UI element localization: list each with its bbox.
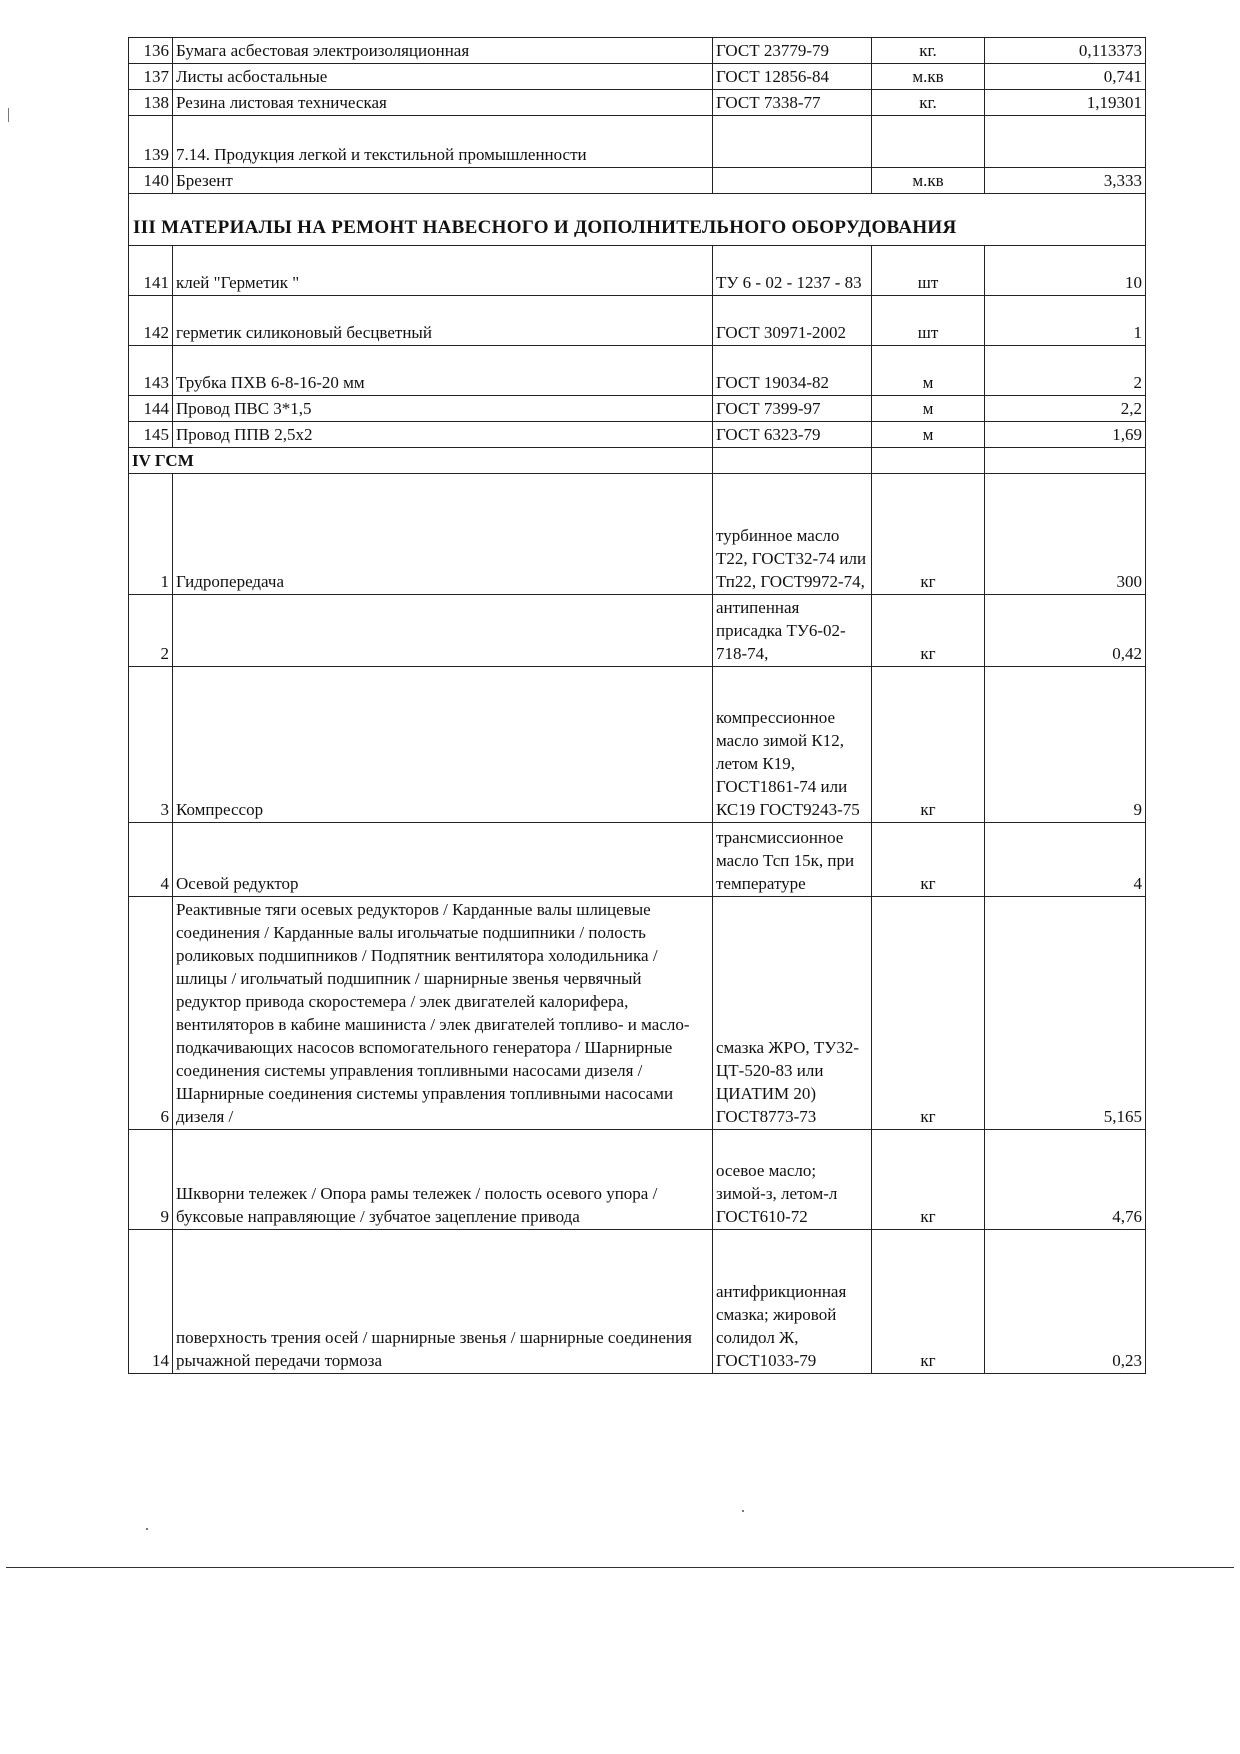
empty-cell bbox=[713, 448, 872, 474]
item-name: Провод ППВ 2,5х2 bbox=[173, 422, 713, 448]
item-unit: м.кв bbox=[872, 168, 985, 194]
item-unit: шт bbox=[872, 246, 985, 296]
row-number: 137 bbox=[129, 64, 173, 90]
item-quantity: 9 bbox=[985, 667, 1146, 823]
item-quantity: 0,23 bbox=[985, 1230, 1146, 1374]
item-unit: м.кв bbox=[872, 64, 985, 90]
item-name: Трубка ПХВ 6-8-16-20 мм bbox=[173, 346, 713, 396]
item-unit: м bbox=[872, 396, 985, 422]
item-name: клей "Герметик " bbox=[173, 246, 713, 296]
item-name: Гидропередача bbox=[173, 474, 713, 595]
table-row bbox=[129, 595, 1146, 667]
table-row bbox=[129, 38, 1146, 64]
item-name: герметик силиконовый бесцветный bbox=[173, 296, 713, 346]
item-quantity: 2 bbox=[985, 346, 1146, 396]
row-number: 138 bbox=[129, 90, 173, 116]
item-name: Осевой редуктор bbox=[173, 823, 713, 897]
item-name: Реактивные тяги осевых редукторов / Карданные валы шлицевые соединения / Карданные валы игольчатые подшипники / полость роликовых подшипников / Подпятник вентилятора холодильника / шлицы / игольчатый подшипник / шарнирные звенья червячный редуктор привода скоростемера / элек двигателей калорифера, вентиляторов в кабине машиниста / элек двигателей топливо- и масло-подкачивающих насосов вспомогательного генератора / Шарнирные соединения системы управления топливными насосами дизеля / Шарнирные соединения системы управления топливными насосами дизеля / bbox=[173, 897, 713, 1130]
page-bottom-divider bbox=[6, 1567, 1234, 1568]
table-row bbox=[129, 1130, 1146, 1230]
table-row bbox=[129, 1230, 1146, 1374]
item-quantity: 300 bbox=[985, 474, 1146, 595]
row-number: 4 bbox=[129, 823, 173, 897]
item-unit: кг bbox=[872, 823, 985, 897]
row-number: 3 bbox=[129, 667, 173, 823]
item-standard: компрессионное масло зимой К12, летом К19, ГОСТ1861-74 или КС19 ГОСТ9243-75 bbox=[713, 667, 872, 823]
table-row bbox=[129, 116, 1146, 168]
scan-speck bbox=[742, 1510, 744, 1512]
item-unit: кг bbox=[872, 595, 985, 667]
item-standard: смазка ЖРО, ТУ32-ЦТ-520-83 или ЦИАТИМ 20) ГОСТ8773-73 bbox=[713, 897, 872, 1130]
table-row bbox=[129, 246, 1146, 296]
item-name bbox=[173, 595, 713, 667]
table-row bbox=[129, 346, 1146, 396]
item-quantity: 2,2 bbox=[985, 396, 1146, 422]
materials-table bbox=[128, 37, 1146, 1374]
item-standard: трансмиссионное масло Тсп 15к, при температуре bbox=[713, 823, 872, 897]
item-unit: кг bbox=[872, 1130, 985, 1230]
table-row bbox=[129, 90, 1146, 116]
item-name: поверхность трения осей / шарнирные звенья / шарнирные соединения рычажной передачи тормоза bbox=[173, 1230, 713, 1374]
item-unit: кг bbox=[872, 1230, 985, 1374]
row-number: 140 bbox=[129, 168, 173, 194]
row-number: 14 bbox=[129, 1230, 173, 1374]
table-row bbox=[129, 64, 1146, 90]
item-quantity bbox=[985, 116, 1146, 168]
item-standard: ГОСТ 12856-84 bbox=[713, 64, 872, 90]
item-standard: турбинное масло Т22, ГОСТ32-74 или Тп22, ГОСТ9972-74, bbox=[713, 474, 872, 595]
item-quantity: 1 bbox=[985, 296, 1146, 346]
row-number: 144 bbox=[129, 396, 173, 422]
row-number: 9 bbox=[129, 1130, 173, 1230]
section-header-row bbox=[129, 194, 1146, 246]
item-name: Брезент bbox=[173, 168, 713, 194]
item-quantity: 4,76 bbox=[985, 1130, 1146, 1230]
item-standard: ТУ 6 - 02 - 1237 - 83 bbox=[713, 246, 872, 296]
item-standard: ГОСТ 7338-77 bbox=[713, 90, 872, 116]
table-row bbox=[129, 168, 1146, 194]
table-row bbox=[129, 396, 1146, 422]
item-standard: антипенная присадка ТУ6-02-718-74, bbox=[713, 595, 872, 667]
item-unit: кг bbox=[872, 474, 985, 595]
row-number: 136 bbox=[129, 38, 173, 64]
item-quantity: 10 bbox=[985, 246, 1146, 296]
item-quantity: 0,113373 bbox=[985, 38, 1146, 64]
row-number: 145 bbox=[129, 422, 173, 448]
row-number: 141 bbox=[129, 246, 173, 296]
scan-mark bbox=[8, 108, 9, 122]
item-name: 7.14. Продукция легкой и текстильной промышленности bbox=[173, 116, 713, 168]
item-unit: м bbox=[872, 346, 985, 396]
item-standard: антифрикционная смазка; жировой солидол Ж, ГОСТ1033-79 bbox=[713, 1230, 872, 1374]
item-name: Компрессор bbox=[173, 667, 713, 823]
item-standard: ГОСТ 30971-2002 bbox=[713, 296, 872, 346]
section-title: III МАТЕРИАЛЫ НА РЕМОНТ НАВЕСНОГО И ДОПОЛНИТЕЛЬНОГО ОБОРУДОВАНИЯ bbox=[129, 194, 1146, 246]
item-name: Провод ПВС 3*1,5 bbox=[173, 396, 713, 422]
table-row bbox=[129, 823, 1146, 897]
row-number: 6 bbox=[129, 897, 173, 1130]
item-standard: ГОСТ 7399-97 bbox=[713, 396, 872, 422]
empty-cell bbox=[985, 448, 1146, 474]
item-standard bbox=[713, 116, 872, 168]
scan-speck bbox=[146, 1528, 148, 1530]
item-quantity: 0,741 bbox=[985, 64, 1146, 90]
section-title: IV ГСМ bbox=[129, 448, 713, 474]
item-quantity: 1,19301 bbox=[985, 90, 1146, 116]
item-unit bbox=[872, 116, 985, 168]
item-name: Резина листовая техническая bbox=[173, 90, 713, 116]
item-quantity: 0,42 bbox=[985, 595, 1146, 667]
row-number: 142 bbox=[129, 296, 173, 346]
table-row bbox=[129, 474, 1146, 595]
item-standard: ГОСТ 6323-79 bbox=[713, 422, 872, 448]
item-standard: осевое масло; зимой-з, летом-л ГОСТ610-72 bbox=[713, 1130, 872, 1230]
item-unit: кг bbox=[872, 667, 985, 823]
table-row bbox=[129, 897, 1146, 1130]
item-quantity: 3,333 bbox=[985, 168, 1146, 194]
table-row bbox=[129, 667, 1146, 823]
empty-cell bbox=[872, 448, 985, 474]
row-number: 139 bbox=[129, 116, 173, 168]
item-unit: м bbox=[872, 422, 985, 448]
table-row bbox=[129, 422, 1146, 448]
item-quantity: 1,69 bbox=[985, 422, 1146, 448]
row-number: 143 bbox=[129, 346, 173, 396]
row-number: 1 bbox=[129, 474, 173, 595]
item-standard bbox=[713, 168, 872, 194]
item-unit: кг. bbox=[872, 90, 985, 116]
item-name: Листы асбостальные bbox=[173, 64, 713, 90]
item-name: Бумага асбестовая электроизоляционная bbox=[173, 38, 713, 64]
item-name: Шкворни тележек / Опора рамы тележек / полость осевого упора / буксовые направляющие / зубчатое зацепление привода bbox=[173, 1130, 713, 1230]
item-quantity: 5,165 bbox=[985, 897, 1146, 1130]
table-row bbox=[129, 296, 1146, 346]
item-standard: ГОСТ 23779-79 bbox=[713, 38, 872, 64]
item-unit: шт bbox=[872, 296, 985, 346]
item-standard: ГОСТ 19034-82 bbox=[713, 346, 872, 396]
section-header-row bbox=[129, 448, 1146, 474]
item-unit: кг. bbox=[872, 38, 985, 64]
item-quantity: 4 bbox=[985, 823, 1146, 897]
row-number: 2 bbox=[129, 595, 173, 667]
item-unit: кг bbox=[872, 897, 985, 1130]
